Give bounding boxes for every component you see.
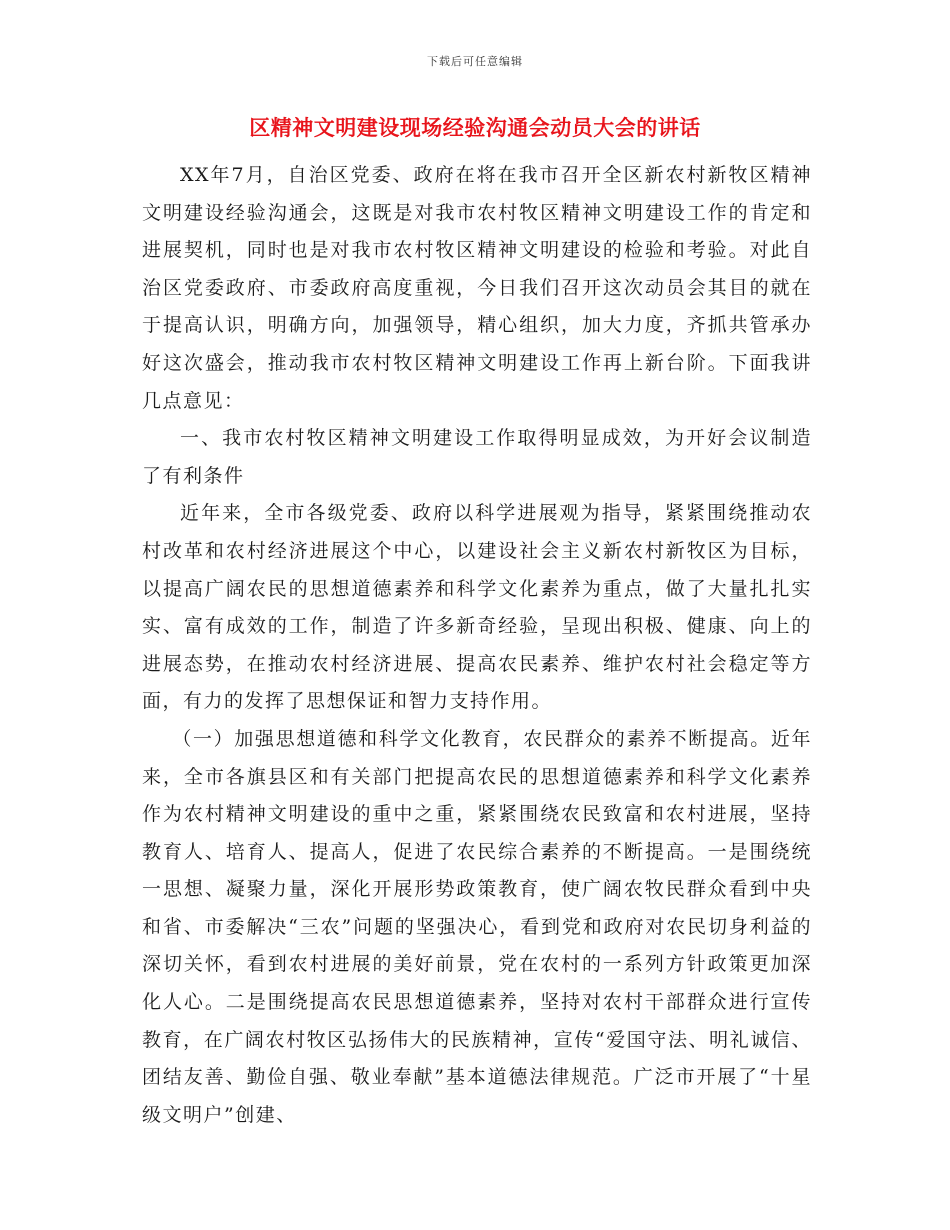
paragraph-intro: XX年7月，自治区党委、政府在将在我市召开全区新农村新牧区精神文明建设经验沟通会，这既是对我市农村牧区精神文明建设工作的肯定和进展契机，同时也是对我市农村牧区精神文明建设的检验和考验。对此自治区党委政府、市委政府高度重视，今日我们召开这次动员会其目的就在于提高认识，明确方向，加强领导，精心组织，加大力度，齐抓共管承办好这次盛会，推动我市农村牧区精神文明建设工作再上新台阶。下面我讲几点意见： (142, 164, 812, 412)
paragraph-achievements: 近年来，全市各级党委、政府以科学进展观为指导，紧紧围绕推动农村改革和农村经济进展这个中心，以建设社会主义新农村新牧区为目标，以提高广阔农民的思想道德素养和科学文化素养为重点，做了大量扎扎实实、富有成效的工作，制造了许多新奇经验，呈现出积极、健康、向上的进展态势，在推动农村经济进展、提高农民素养、维护农村社会稳定等方面，有力的发挥了思想保证和智力支持作用。 (142, 502, 812, 713)
document-title: 区精神文明建设现场经验沟通会动员大会的讲话 (249, 116, 701, 140)
section-heading-1: 一、我市农村牧区精神文明建设工作取得明显成效，为开好会议制造了有利条件 (142, 427, 812, 487)
paragraph-subsection-1: （一）加强思想道德和科学文化教育，农民群众的素养不断提高。近年来，全市各旗县区和有关部门把提高农民的思想道德素养和科学文化素养作为农村精神文明建设的重中之重，紧紧围绕农民致富和农村进展，坚持教育人、培育人、提高人，促进了农民综合素养的不断提高。一是围绕统一思想、凝聚力量，深化开展形势政策教育，使广阔农牧民群众看到中央和省、市委解决“三农”问题的坚强决心，看到党和政府对农民切身利益的深切关怀，看到农村进展的美好前景，党在农村的一系列方针政策更加深化人心。二是围绕提高农民思想道德素养，坚持对农村干部群众进行宣传教育，在广阔农村牧区弘扬伟大的民族精神，宣传“爱国守法、明礼诚信、团结友善、勤俭自强、敬业奉献”基本道德法律规范。广泛市开展了“十星级文明户”创建、 (142, 727, 812, 1126)
document-body (142, 157, 812, 1134)
header-note: 下载后可任意编辑 (427, 55, 523, 68)
